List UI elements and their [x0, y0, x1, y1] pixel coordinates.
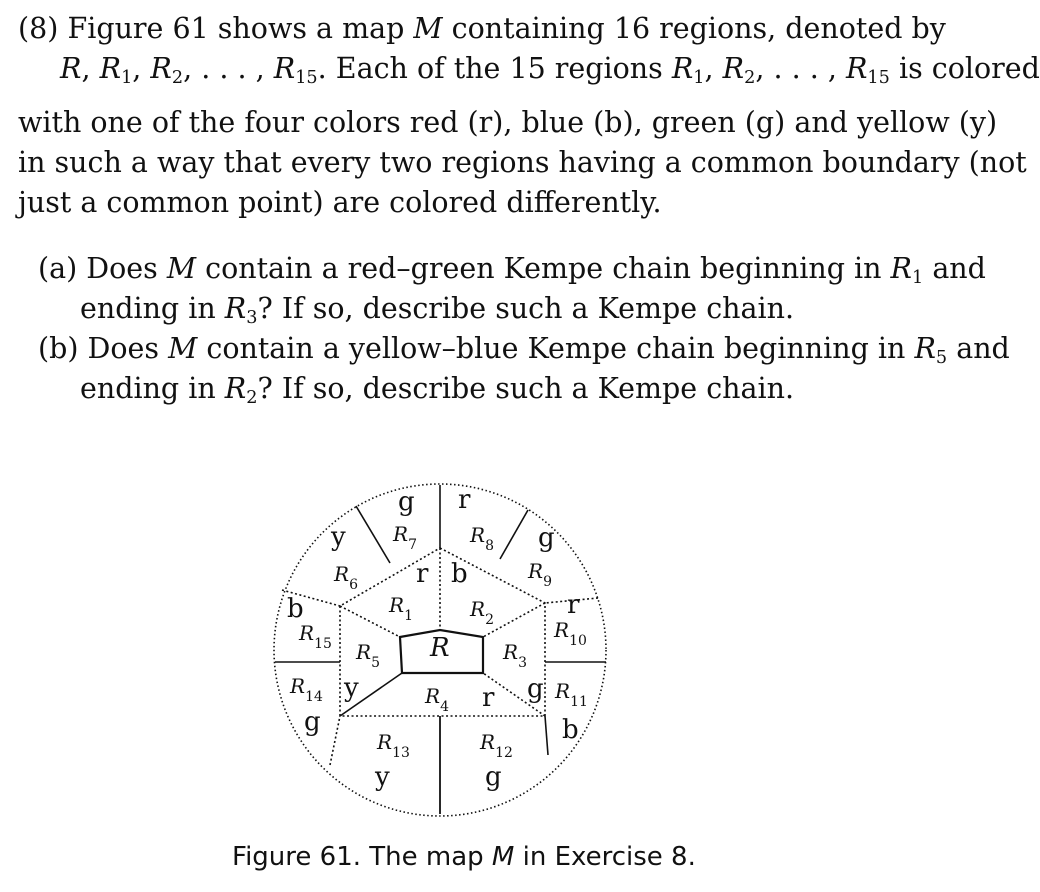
label-R2: $R_2$	[470, 597, 494, 628]
question-b-line2: ending in $R_2$? If so, describe such a Kempe chain.	[80, 372, 795, 408]
label-R14: $R_{14}$	[290, 674, 323, 705]
exercise-number: (8)	[18, 12, 59, 45]
color-R7: g	[398, 487, 415, 517]
label-R7: $R_7$	[393, 522, 417, 553]
label-R9: $R_9$	[528, 559, 552, 590]
color-R15: b	[287, 594, 304, 624]
color-R2: b	[451, 559, 468, 589]
label-R10: $R_{10}$	[554, 618, 587, 649]
label-R11: $R_{11}$	[555, 679, 588, 710]
label-R: R	[430, 633, 450, 663]
figure-caption: Figure 61. The map M in Exercise 8.	[232, 842, 696, 872]
para1-line1: (8) Figure 61 shows a map M containing 16 regions, denoted by	[18, 12, 946, 45]
color-R3: g	[527, 674, 544, 704]
label-R12: $R_{12}$	[480, 730, 513, 761]
label-R8: $R_8$	[470, 523, 494, 554]
para2-line1: with one of the four colors red (r), blue (b), green (g) and yellow (y)	[18, 106, 998, 139]
color-R1: r	[416, 559, 429, 589]
spoke-R8-R9	[500, 510, 528, 559]
question-b-line1: (b) Does M contain a yellow–blue Kempe chain beginning in $R_5$ and	[38, 332, 1010, 368]
label-R15: $R_{15}$	[299, 621, 332, 652]
color-R13: y	[375, 762, 390, 792]
spoke-R13-R14	[330, 716, 340, 765]
color-R9: g	[538, 523, 555, 553]
color-R6: y	[331, 522, 346, 552]
outer-pentagon	[340, 548, 545, 716]
color-R11: b	[562, 715, 579, 745]
spoke-R6-R7	[356, 506, 390, 563]
color-R4: r	[482, 683, 495, 713]
label-R4: $R_4$	[425, 684, 449, 715]
label-R6: $R_6$	[334, 562, 358, 593]
label-R5: $R_5$	[356, 640, 380, 671]
region-labels	[289, 522, 588, 761]
color-R12: g	[485, 762, 502, 792]
question-a-line2: ending in $R_3$? If so, describe such a Kempe chain.	[80, 292, 795, 328]
para2-line3: just a common point) are colored differently.	[18, 186, 662, 219]
color-R5: y	[344, 673, 359, 703]
question-a-line1: (a) Does M contain a red–green Kempe chain beginning in $R_1$ and	[38, 252, 986, 288]
color-R14: g	[304, 707, 321, 737]
spoke-R11-R12	[545, 716, 548, 755]
label-R13: $R_{13}$	[377, 730, 410, 761]
label-R1: $R_1$	[389, 593, 413, 624]
color-R10: r	[567, 590, 580, 620]
para1-line2: R, $R_1$, $R_2$, . . . , $R_{15}$. Each of the 15 regions $R_1$, $R_2$, . . . , $R_{15}$ is colored	[60, 52, 1040, 88]
label-R3: $R_3$	[503, 640, 527, 671]
color-R8: r	[458, 485, 471, 515]
para2-line2: in such a way that every two regions having a common boundary (not	[18, 146, 1027, 179]
